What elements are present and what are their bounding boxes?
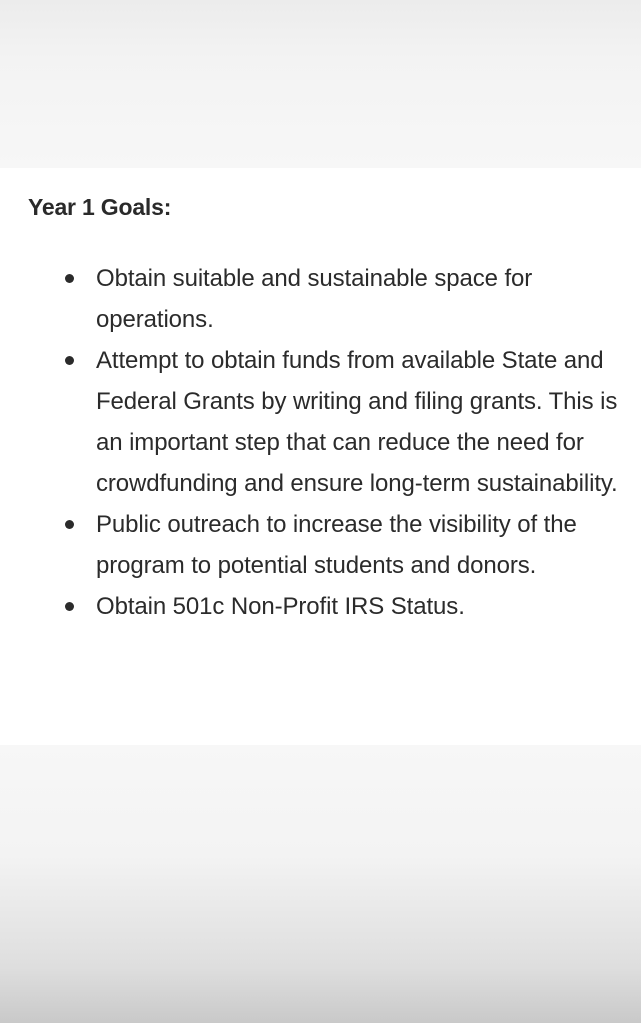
goals-list bbox=[96, 258, 621, 627]
bullet-icon bbox=[65, 274, 74, 283]
goal-text-1: Obtain suitable and sustainable space for operations. bbox=[96, 265, 533, 333]
goal-item-4 bbox=[96, 586, 621, 627]
bullet-icon bbox=[65, 356, 74, 365]
bottom-background bbox=[0, 745, 641, 1023]
bullet-icon bbox=[65, 602, 74, 611]
goal-text-2: Attempt to obtain funds from available State and Federal Grants by writing and filing grants. This is an important step that can reduce the need for crowdfunding and ensure long-term sustainability. bbox=[96, 347, 618, 497]
goal-item-3 bbox=[96, 504, 621, 586]
bullet-icon bbox=[65, 520, 74, 529]
goals-heading: Year 1 Goals: bbox=[28, 194, 172, 220]
goal-item-1 bbox=[96, 258, 621, 340]
goal-text-4: Obtain 501c Non-Profit IRS Status. bbox=[96, 593, 465, 620]
goal-text-3: Public outreach to increase the visibility of the program to potential students and donors. bbox=[96, 511, 577, 579]
goal-item-2 bbox=[96, 340, 621, 504]
top-background bbox=[0, 0, 641, 168]
